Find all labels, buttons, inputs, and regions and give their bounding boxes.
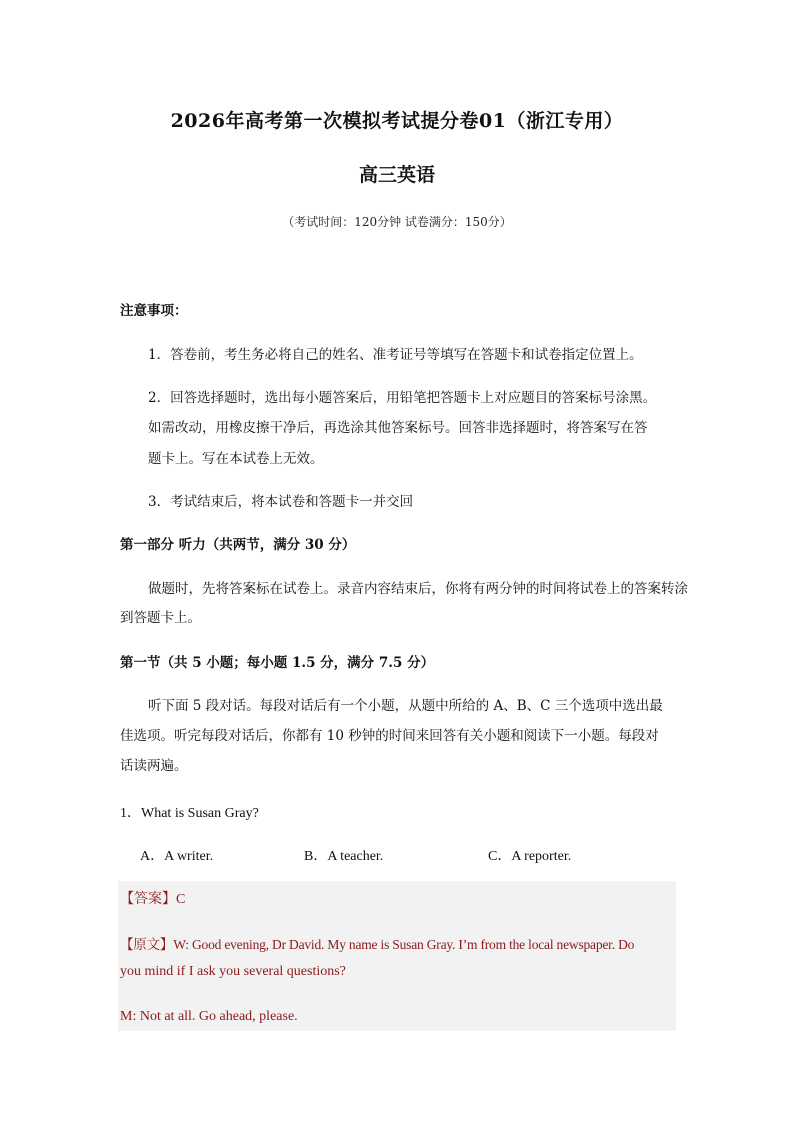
question-1-option-b: B．A teacher. [304, 849, 384, 864]
section1-heading: 第一节（共 5 小题；每小题 1.5 分，满分 7.5 分） [120, 655, 435, 671]
notice-heading: 注意事项： [120, 303, 188, 319]
part1-intro-line-2: 到答题卡上。 [120, 610, 201, 626]
notice-item-1: 1．答卷前，考生务必将自己的姓名、准考证号等填写在答题卡和试卷指定位置上。 [148, 347, 643, 363]
notice-item-2-line-1: 2．回答选择题时，选出每小题答案后，用铅笔把答题卡上对应题目的答案标号涂黑。 [148, 390, 657, 406]
section1-intro-line-2: 佳选项。听完每段对话后，你都有 10 秒钟的时间来回答有关小题和阅读下一小题。每段对 [120, 728, 659, 744]
section1-intro-line-3: 话读两遍。 [120, 758, 188, 774]
transcript-line-3: M: Not at all. Go ahead, please. [120, 1009, 298, 1024]
notice-item-2-line-3: 题卡上。写在本试卷上无效。 [148, 451, 324, 467]
exam-title: 2026年高考第一次模拟考试提分卷01（浙江专用） [170, 110, 624, 132]
notice-item-2-line-2: 如需改动，用橡皮擦干净后，再选涂其他答案标号。回答非选择题时，将答案写在答 [148, 420, 648, 436]
question-1-stem: 1．What is Susan Gray? [120, 806, 259, 821]
section1-intro-line-1: 听下面 5 段对话。每段对话后有一个小题，从题中所给的 A、B、C 三个选项中选出最 [148, 698, 663, 714]
question-1-option-a: A．A writer. [140, 849, 214, 864]
transcript-line-1: 【原文】W: Good evening, Dr David. My name is Susan Gray. I’m from the local newspaper. Do [120, 937, 635, 952]
notice-item-3: 3．考试结束后，将本试卷和答题卡一并交回 [148, 494, 414, 510]
transcript-line-2: you mind if I ask you several questions? [120, 964, 346, 979]
question-1-option-c: C．A reporter. [488, 849, 572, 864]
exam-info: （考试时间：120分钟 试卷满分：150分） [282, 215, 512, 229]
exam-subject: 高三英语 [358, 164, 435, 186]
part1-heading: 第一部分 听力（共两节，满分 30 分） [120, 537, 356, 553]
part1-intro-line-1: 做题时，先将答案标在试卷上。录音内容结束后，你将有两分钟的时间将试卷上的答案转涂 [148, 581, 688, 597]
answer-label: 【答案】C [120, 892, 186, 907]
